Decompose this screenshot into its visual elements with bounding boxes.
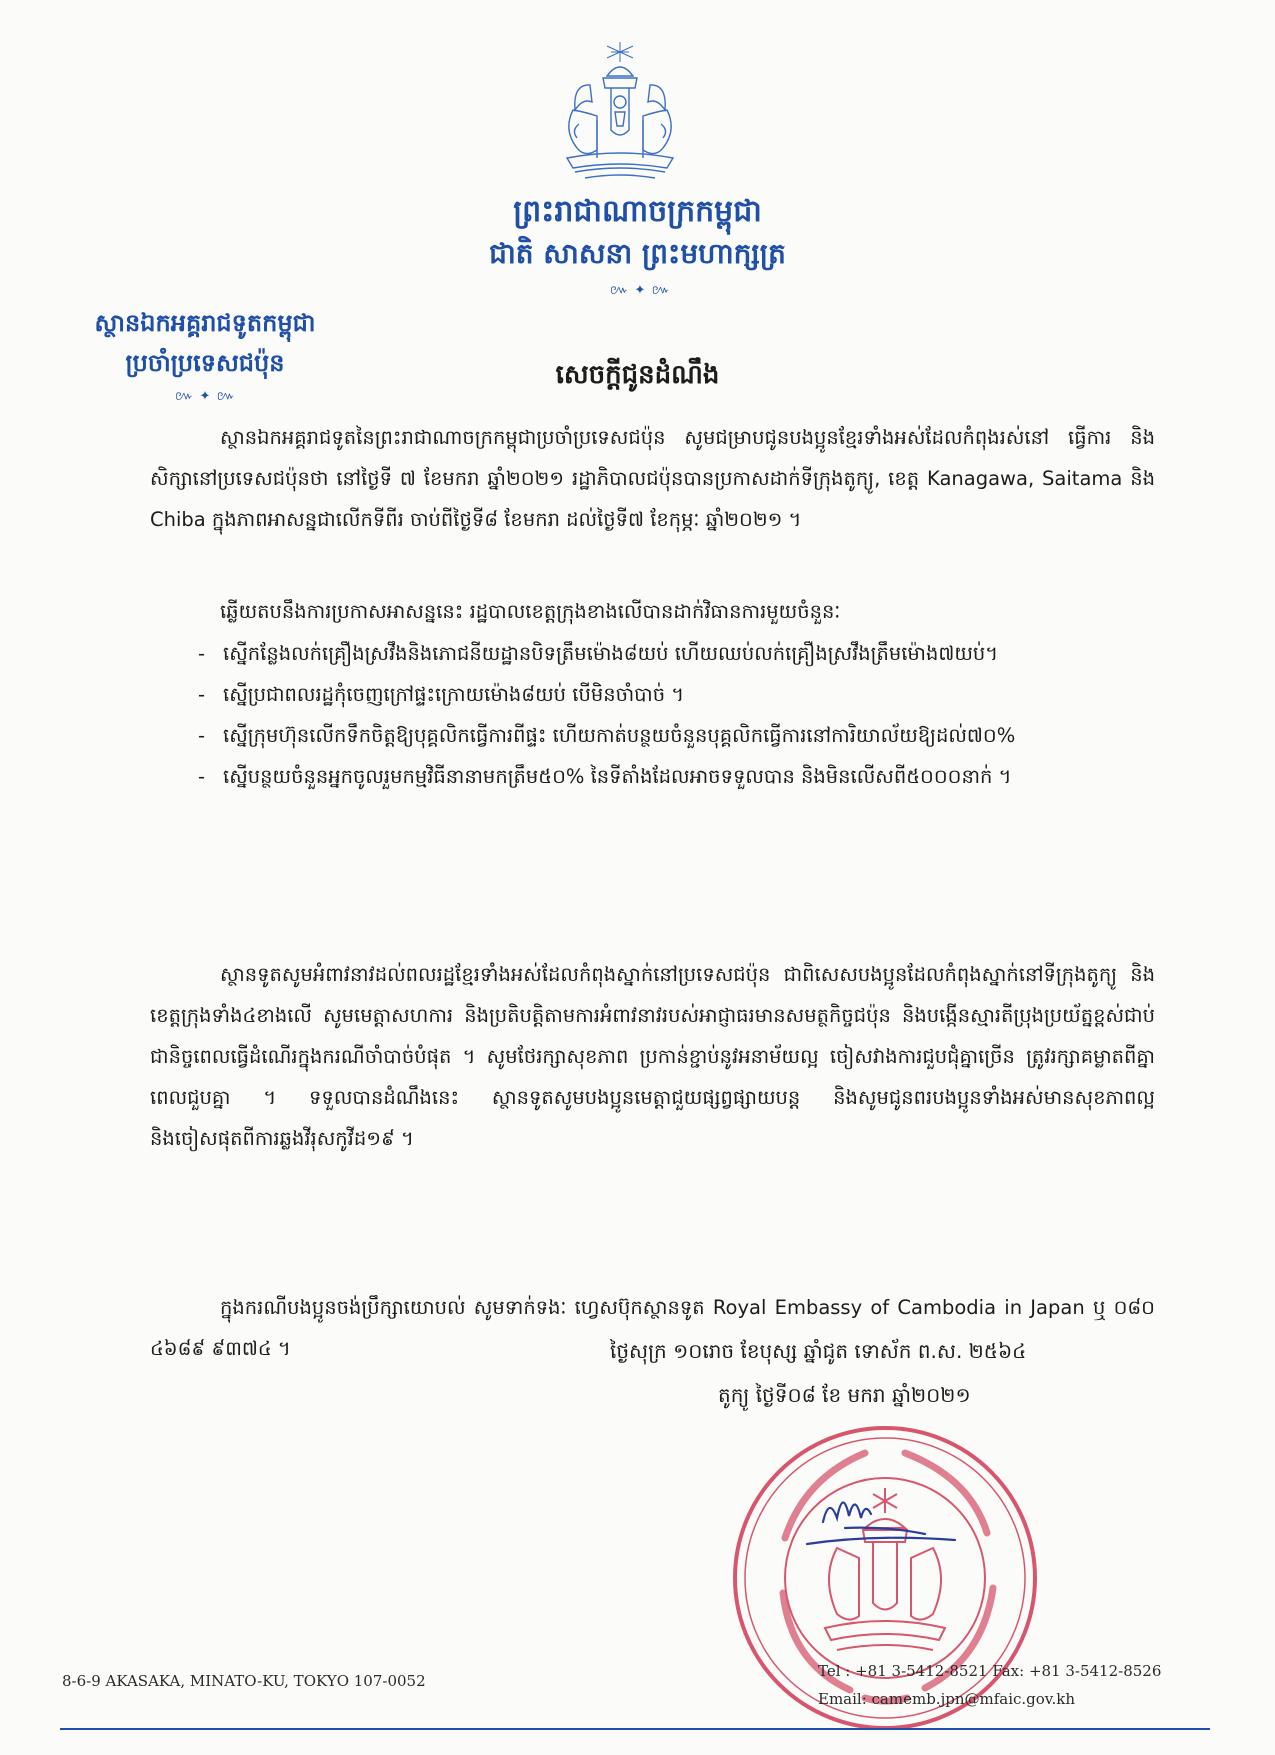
list-dash: - xyxy=(198,764,206,788)
footer-email: Email: camemb.jpn@mfaic.gov.kh xyxy=(818,1690,1076,1708)
list-item xyxy=(150,757,1155,798)
list-dash: - xyxy=(198,682,206,706)
national-motto-heading: ជាតិ សាសនា ព្រះមហាក្សត្រ xyxy=(489,237,786,270)
document-title: សេចក្តីជូនដំណឹង xyxy=(555,360,720,390)
footer-divider xyxy=(60,1728,1210,1730)
list-item xyxy=(150,675,1155,716)
measure-text: ស្នើកន្លែងលក់គ្រឿងស្រវឹងនិងភោជនីយដ្ឋានបិទត្រឹមម៉ោង៨យប់ ហើយឈប់លក់គ្រឿងស្រវឹងត្រឹមម៉ោង៧យប់។ xyxy=(223,642,999,665)
sender-embassy-location: ប្រចាំប្រទេសជប៉ុន xyxy=(125,349,285,377)
paragraph-measures-intro: ឆ្លើយតបនឹងការប្រកាសអាសន្ននេះ រដ្ឋបាលខេត្តក្រុងខាងលើបានដាក់វិធានការមួយចំនួនៈ xyxy=(220,600,841,623)
sender-ornament: ៚ ✦ ៚ xyxy=(175,389,236,404)
measures-list xyxy=(150,634,1155,798)
list-item xyxy=(150,716,1155,757)
footer-address: 8-6-9 AKASAKA, MINATO-KU, TOKYO 107-0052 xyxy=(62,1672,426,1690)
measure-text: ស្នើក្រុមហ៊ុនលើកទឹកចិត្តឱ្យបុគ្គលិកធ្វើការពីផ្ទះ ហើយកាត់បន្ថយចំនួនបុគ្គលិកធ្វើការនៅការិយាល័យឱ្យដល់៧០% xyxy=(223,723,1016,747)
paragraph-announcement: ស្ថានឯកអគ្គរាជទូតនៃព្រះរាជាណាចក្រកម្ពុជាប្រចាំប្រទេសជប៉ុន សូមជម្រាបជូនបងប្អូនខ្មែរទាំងអស់ដែលកំពុងរស់នៅ ធ្វើការ និងសិក្សានៅប្រទេសជប៉ុនថា នៅថ្ងៃទី ៧ ខែមករា ឆ្នាំ២០២១ រដ្ឋាភិបាលជប៉ុនបានប្រកាសដាក់ទីក្រុងតូក្យូ, ខេត្ត Kanagawa, Saitama និង Chiba ក្នុងភាពអាសន្នជាលើកទីពីរ ចាប់ពីថ្ងៃទី៨ ខែមករា ដល់ថ្ងៃទី៧ ខែកុម្ភៈ ឆ្នាំ២០២១ ។ xyxy=(150,426,1155,531)
footer-phone-fax: Tel : +81 3-5412-8521 Fax: +81 3-5412-8526 xyxy=(818,1662,1162,1680)
measure-text: ស្នើប្រជាពលរដ្ឋកុំចេញក្រៅផ្ទះក្រោយម៉ោង៨យប់ បើមិនចាំបាច់ ។ xyxy=(223,682,685,706)
lunar-date: ថ្ងៃសុក្រ ១០រោច ខែបុស្ស ឆ្នាំជូត ទោស័ក ព.ស. ២៥៦៤ xyxy=(610,1339,1027,1363)
kingdom-name-heading: ព្រះរាជាណាចក្រកម្ពុជា xyxy=(513,194,762,229)
royal-arms-emblem xyxy=(545,40,695,190)
paragraph-appeal: ស្ថានទូតសូមអំពាវនាវដល់ពលរដ្ឋខ្មែរទាំងអស់ដែលកំពុងស្នាក់នៅប្រទេសជប៉ុន ជាពិសេសបងប្អូនដែលកំពុងស្នាក់នៅទីក្រុងតូក្យូ និងខេត្តក្រុងទាំង៤ខាងលើ សូមមេត្តាសហការ និងប្រតិបត្តិតាមការអំពាវនាវរបស់អាជ្ញាធរមានសមត្ថកិច្ចជប៉ុន និងបង្កើនស្មារតីប្រុងប្រយ័ត្នខ្ពស់ជាប់ជានិច្ចពេលធ្វើដំណើរក្នុងករណីចាំបាច់បំផុត ។ សូមថែរក្សាសុខភាព ប្រកាន់ខ្ជាប់នូវអនាម័យល្អ ចៀសវាងការជួបជុំគ្នាច្រើន ត្រូវរក្សាគម្លាតពីគ្នាពេលជួបគ្នា ។ ទទួលបានដំណឹងនេះ ស្ថានទូតសូមបងប្អូនមេត្តាជួយផ្សព្វផ្សាយបន្ត និងសូមជូនពរបងប្អូនទាំងអស់មានសុខភាពល្អ និងចៀសផុតពីការឆ្លងវីរុសកូវីដ១៩ ។ xyxy=(150,963,1155,1150)
paragraph-contact: ក្នុងករណីបងប្អូនចង់ប្រឹក្សាយោបល់ សូមទាក់ទងៈ ហ្វេសប៊ុកស្ថានទូត Royal Embassy of Cambodia in Japan ឬ ០៨០ ៤៦៨៩ ៩៣៧៤ ។ xyxy=(150,1296,1155,1360)
list-dash: - xyxy=(198,642,206,665)
measure-text: ស្នើបន្ថយចំនួនអ្នកចូលរួមកម្មវិធីនានាមកត្រឹម៥០% នៃទីតាំងដែលអាចទទួលបាន និងមិនលើសពី៥០០០នាក់ ។ xyxy=(223,764,1012,788)
list-dash: - xyxy=(198,723,206,747)
list-item xyxy=(150,634,1155,675)
header-ornament: ៚ ✦ ៚ xyxy=(610,283,671,298)
sender-embassy-name: ស្ថានឯកអគ្គរាជទូតកម្ពុជា xyxy=(94,309,316,337)
solar-date: តូក្យូ ថ្ងៃទី០៨ ខែ មករា ឆ្នាំ២០២១ xyxy=(718,1383,971,1407)
